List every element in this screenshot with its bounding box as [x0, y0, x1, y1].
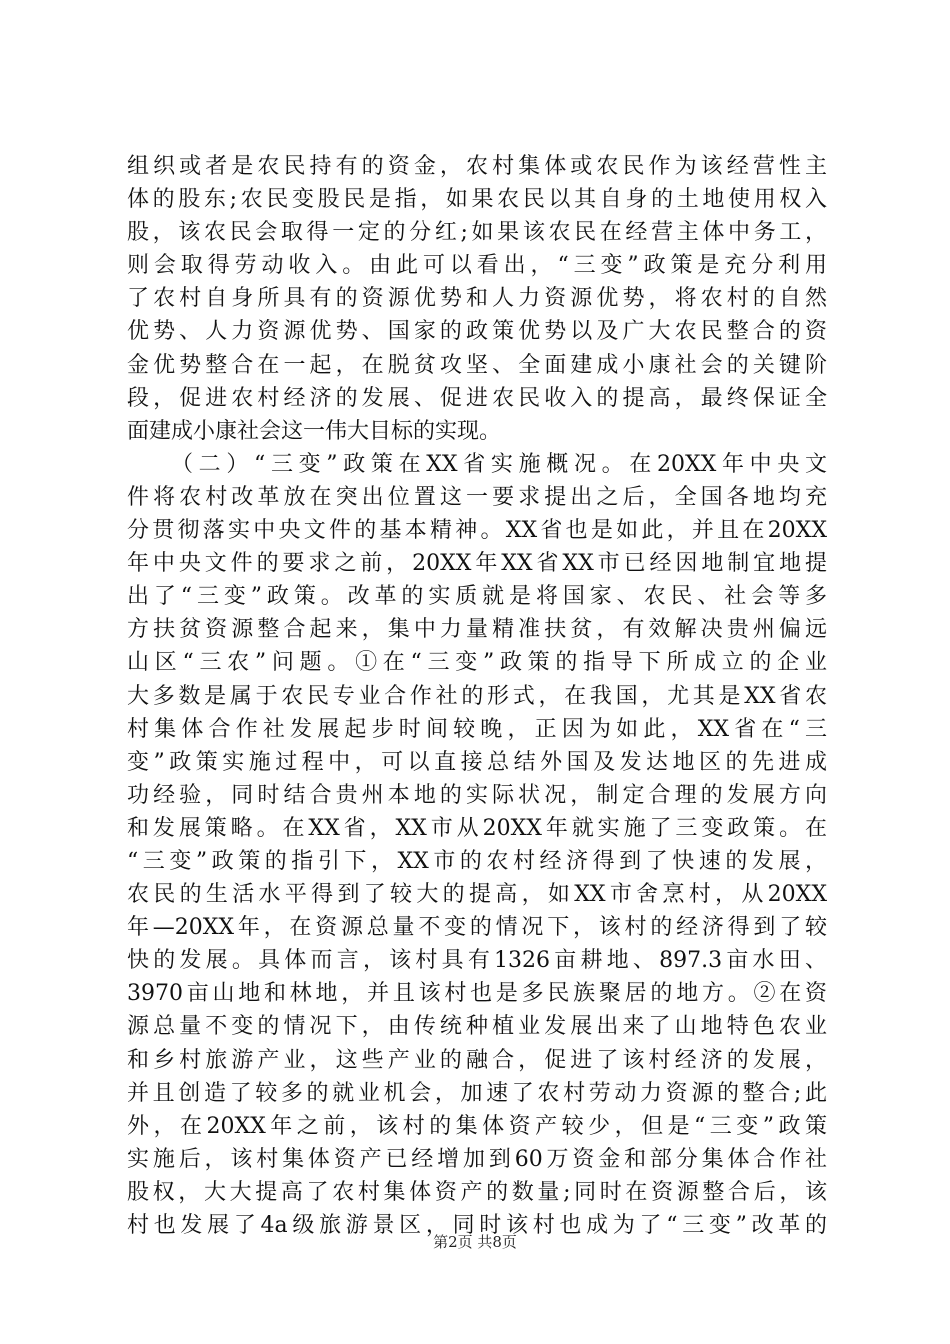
text-line: 功经验，同时结合贵州本地的实际状况，制定合理的发展方向 — [127, 782, 827, 808]
text-line: 大多数是属于农民专业合作社的形式，在我国，尤其是XX省农 — [127, 683, 827, 709]
text-line: 件将农村改革放在突出位置这一要求提出之后，全国各地均充 — [127, 484, 827, 510]
text-line: （二）“三变”政策在XX省实施概况。在20XX年中央文 — [171, 451, 827, 477]
text-line: 体的股东;农民变股民是指，如果农民以其自身的土地使用权入 — [127, 187, 827, 213]
text-line: 实施后，该村集体资产已经增加到60万资金和部分集体合作社 — [127, 1146, 827, 1172]
text-line: 变”政策实施过程中，可以直接总结外国及发达地区的先进成 — [127, 749, 827, 775]
text-line: 组织或者是农民持有的资金，农村集体或农民作为该经营性主 — [127, 154, 827, 179]
text-line: “三变”政策的指引下，XX市的农村经济得到了快速的发展， — [127, 848, 827, 874]
text-line: 方扶贫资源整合起来，集中力量精准扶贫，有效解决贵州偏远 — [127, 617, 827, 643]
paragraph-2 — [127, 448, 827, 1242]
text-line: 出了“三变”政策。改革的实质就是将国家、农民、社会等多 — [127, 584, 827, 610]
text-line: 金优势整合在一起，在脱贫攻坚、全面建成小康社会的关键阶 — [127, 352, 827, 378]
text-line: 并且创造了较多的就业机会，加速了农村劳动力资源的整合;此 — [127, 1080, 827, 1106]
text-line: 了农村自身所具有的资源优势和人力资源优势，将农村的自然 — [127, 286, 827, 312]
text-line: 和乡村旅游产业，这些产业的融合，促进了该村经济的发展， — [127, 1047, 827, 1073]
text-line: 优势、人力资源优势、国家的政策优势以及广大农民整合的资 — [127, 319, 827, 345]
page-footer: 第2页 共8页 — [433, 1233, 517, 1251]
text-line: 村集体合作社发展起步时间较晚，正因为如此，XX省在“三 — [127, 716, 827, 742]
text-line: 面建成小康社会这一伟大目标的实现。 — [127, 418, 502, 444]
text-line: 农民的生活水平得到了较大的提高，如XX市舍烹村，从20XX — [127, 882, 827, 908]
paragraph-1 — [127, 150, 827, 448]
text-line: 年中央文件的要求之前，20XX年XX省XX市已经因地制宜地提 — [127, 551, 827, 577]
text-line: 村也发展了4a级旅游景区，同时该村也成为了“三变”改革的 — [127, 1213, 827, 1238]
text-line: 和发展策略。在XX省，XX市从20XX年就实施了三变政策。在 — [127, 815, 827, 841]
text-line: 股权，大大提高了农村集体资产的数量;同时在资源整合后，该 — [127, 1179, 827, 1205]
text-line: 源总量不变的情况下，由传统种植业发展出来了山地特色农业 — [127, 1014, 827, 1040]
text-line: 则会取得劳动收入。由此可以看出，“三变”政策是充分利用 — [127, 253, 827, 279]
text-line: 外，在20XX年之前，该村的集体资产较少，但是“三变”政策 — [127, 1113, 827, 1139]
text-line: 分贯彻落实中央文件的基本精神。XX省也是如此，并且在20XX — [127, 518, 827, 544]
text-line: 3970亩山地和林地，并且该村也是多民族聚居的地方。②在资 — [127, 981, 827, 1007]
text-line: 快的发展。具体而言，该村具有1326亩耕地、897.3亩水田、 — [127, 948, 827, 974]
text-line: 山区“三农”问题。①在“三变”政策的指导下所成立的企业 — [127, 650, 827, 676]
text-line: 段，促进农村经济的发展、促进农民收入的提高，最终保证全 — [127, 385, 827, 411]
text-line: 股，该农民会取得一定的分红;如果该农民在经营主体中务工， — [127, 220, 827, 246]
document-body — [127, 150, 827, 1242]
text-line: 年—20XX年，在资源总量不变的情况下，该村的经济得到了较 — [127, 915, 827, 941]
